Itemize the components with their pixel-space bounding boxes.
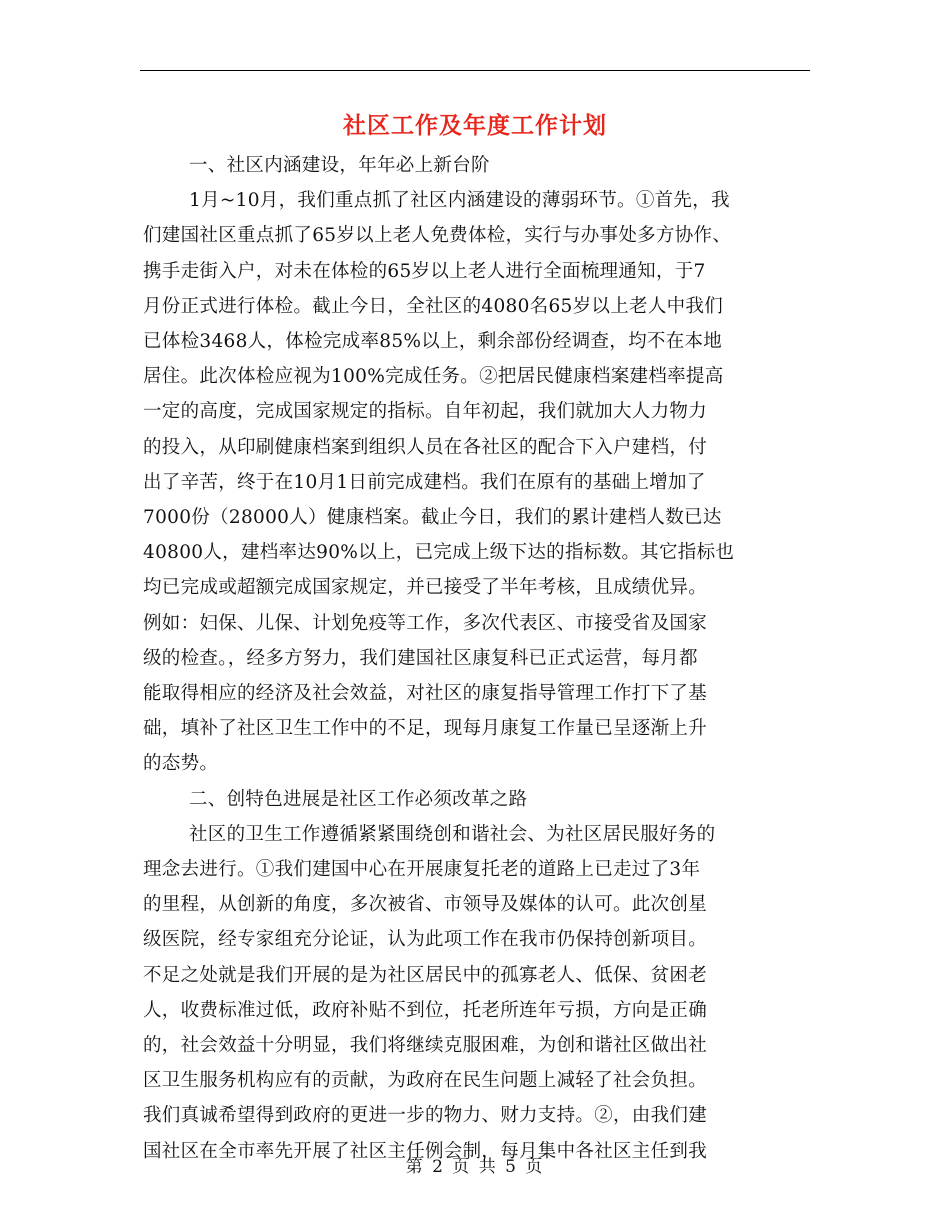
body-line: 携手走街入户，对未在体检的65岁以上老人进行全面梳理通知，于7 xyxy=(143,260,706,282)
body-line: 例如：妇保、儿保、计划免疫等工作，多次代表区、市接受省及国家 xyxy=(143,612,708,634)
body-line: 能取得相应的经济及社会效益，对社区的康复指导管理工作打下了基 xyxy=(143,683,708,705)
body-line: 已体检3468人，体检完成率85%以上，剩余部份经调查，均不在本地 xyxy=(143,331,723,353)
body-line: 40800人，建档率达90%以上，已完成上级下达的指标数。其它指标也 xyxy=(143,542,735,564)
header-rule xyxy=(140,70,810,71)
body-line: 人，收费标准过低，政府补贴不到位，托老所连年亏损，方向是正确 xyxy=(143,999,708,1021)
document-body xyxy=(143,148,808,1169)
body-line: 我们真诚希望得到政府的更进一步的物力、财力支持。②，由我们建 xyxy=(143,1105,708,1127)
body-line: 级医院，经专家组充分论证，认为此项工作在我市仍保持创新项目。 xyxy=(143,929,708,951)
body-line: 的里程，从创新的角度，多次被省、市领导及媒体的认可。此次创星 xyxy=(143,894,708,916)
body-line: 的，社会效益十分明显，我们将继续克服困难，为创和谐社区做出社 xyxy=(143,1035,708,1057)
section-heading-1: 一、社区内涵建设，年年必上新台阶 xyxy=(189,155,490,176)
body-line: 的投入，从印刷健康档案到组织人员在各社区的配合下入户建档，付 xyxy=(143,436,708,458)
body-line: 社区的卫生工作遵循紧紧围绕创和谐社会、为社区居民服好务的 xyxy=(189,823,716,845)
body-line: 月份正式进行体检。截止今日，全社区的4080名65岁以上老人中我们 xyxy=(143,295,724,317)
body-line: 区卫生服务机构应有的贡献，为政府在民生问题上减轻了社会负担。 xyxy=(143,1070,708,1092)
body-line: 1月~10月，我们重点抓了社区内涵建设的薄弱环节。①首先，我 xyxy=(189,190,730,212)
body-line: 国社区在全市率先开展了社区主任例会制，每月集中各社区主任到我 xyxy=(143,1140,708,1162)
body-line: 的态势。 xyxy=(143,753,219,775)
page-footer: 第 2 页 共 5 页 xyxy=(405,1157,545,1177)
body-line: 础，填补了社区卫生工作中的不足，现每月康复工作量已呈逐渐上升 xyxy=(143,718,708,740)
body-line: 一定的高度，完成国家规定的指标。自年初起，我们就加大人力物力 xyxy=(143,401,708,423)
document-title: 社区工作及年度工作计划 xyxy=(343,112,607,139)
body-line: 不足之处就是我们开展的是为社区居民中的孤寡老人、低保、贫困老 xyxy=(143,964,708,986)
body-line: 7000份（28000人）健康档案。截止今日，我们的累计建档人数已达 xyxy=(143,507,722,529)
section-heading-2: 二、创特色进展是社区工作必须改革之路 xyxy=(189,788,528,810)
body-line: 出了辛苦，终于在10月1日前完成建档。我们在原有的基础上增加了 xyxy=(143,471,706,493)
body-line: 级的检查。，经多方努力，我们建国社区康复科已正式运营，每月都 xyxy=(143,647,698,669)
body-line: 均已完成或超额完成国家规定，并已接受了半年考核，且成绩优异。 xyxy=(143,577,708,599)
body-line: 理念去进行。①我们建国中心在开展康复托老的道路上已走过了3年 xyxy=(143,859,701,881)
body-line: 居住。此次体检应视为100%完成任务。②把居民健康档案建档率提高 xyxy=(143,366,724,388)
body-line: 们建国社区重点抓了65岁以上老人免费体检，实行与办事处多方协作、 xyxy=(143,225,732,247)
